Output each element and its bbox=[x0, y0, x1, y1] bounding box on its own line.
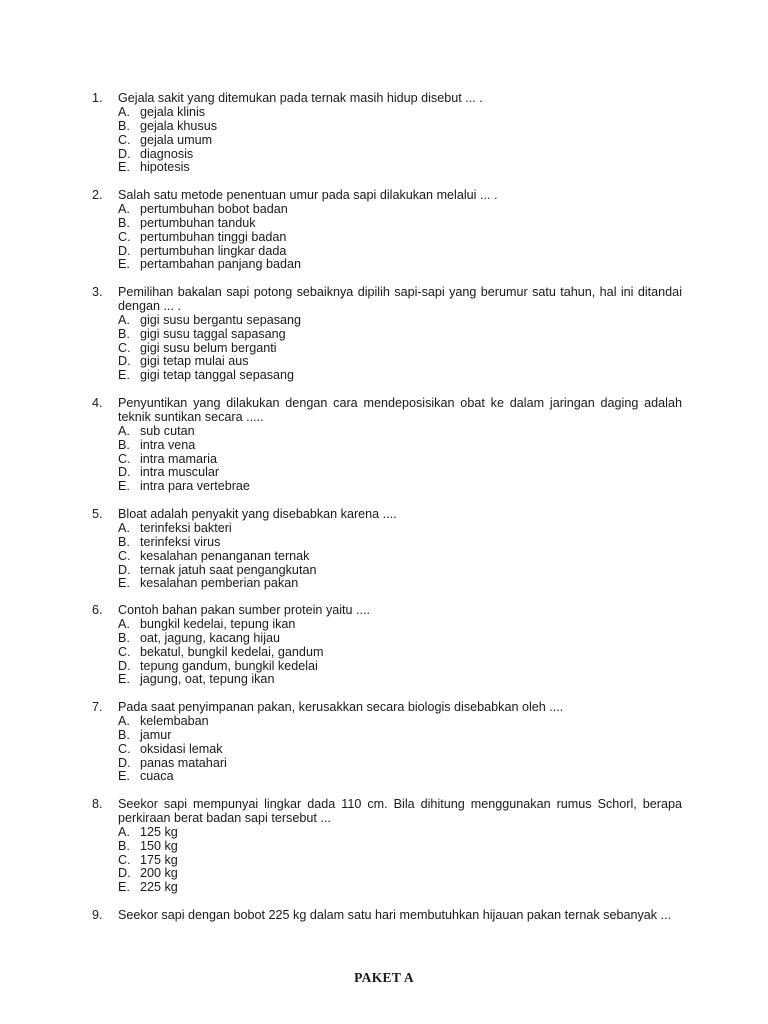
option-letter: D. bbox=[118, 146, 131, 161]
option-b[interactable] bbox=[118, 439, 682, 453]
option-text: 225 kg bbox=[140, 880, 178, 895]
question-9 bbox=[92, 909, 682, 923]
option-text: pertumbuhan bobot badan bbox=[140, 201, 288, 216]
option-d[interactable] bbox=[118, 757, 682, 771]
option-letter: A. bbox=[118, 423, 130, 438]
option-letter: E. bbox=[118, 479, 130, 494]
option-text: bekatul, bungkil kedelai, gandum bbox=[140, 644, 324, 659]
option-a[interactable] bbox=[118, 425, 682, 439]
option-letter: E. bbox=[118, 672, 130, 687]
option-c[interactable] bbox=[118, 550, 682, 564]
option-list bbox=[118, 425, 682, 494]
question-number: 7. bbox=[92, 700, 103, 714]
option-text: gigi tetap mulai aus bbox=[140, 354, 249, 369]
option-e[interactable] bbox=[118, 161, 682, 175]
option-text: bungkil kedelai, tepung ikan bbox=[140, 616, 296, 631]
option-text: 125 kg bbox=[140, 824, 178, 839]
option-c[interactable] bbox=[118, 743, 682, 757]
option-list bbox=[118, 826, 682, 895]
option-letter: A. bbox=[118, 824, 130, 839]
option-a[interactable] bbox=[118, 314, 682, 328]
option-letter: B. bbox=[118, 437, 130, 452]
option-letter: D. bbox=[118, 866, 131, 881]
option-b[interactable] bbox=[118, 328, 682, 342]
option-letter: B. bbox=[118, 534, 130, 549]
question-text: Pemilihan bakalan sapi potong sebaiknya dipilih sapi-sapi yang berumur satu tahun, hal ini ditandai dengan ... . bbox=[118, 285, 682, 313]
option-letter: A. bbox=[118, 616, 130, 631]
option-e[interactable] bbox=[118, 258, 682, 272]
option-list bbox=[118, 106, 682, 175]
option-b[interactable] bbox=[118, 217, 682, 231]
option-letter: C. bbox=[118, 548, 131, 563]
paket-label: PAKET A bbox=[354, 970, 414, 985]
option-letter: D. bbox=[118, 243, 131, 258]
question-text: Salah satu metode penentuan umur pada sapi dilakukan melalui ... . bbox=[118, 188, 498, 202]
option-list bbox=[118, 203, 682, 272]
option-letter: A. bbox=[118, 713, 130, 728]
option-e[interactable] bbox=[118, 881, 682, 895]
question-3 bbox=[92, 286, 682, 383]
option-b[interactable] bbox=[118, 536, 682, 550]
option-letter: D. bbox=[118, 465, 131, 480]
option-text: intra mamaria bbox=[140, 451, 217, 466]
option-d[interactable] bbox=[118, 867, 682, 881]
question-number: 9. bbox=[92, 908, 103, 922]
option-b[interactable] bbox=[118, 120, 682, 134]
option-text: sub cutan bbox=[140, 423, 195, 438]
question-number: 5. bbox=[92, 507, 103, 521]
option-a[interactable] bbox=[118, 203, 682, 217]
option-letter: C. bbox=[118, 741, 131, 756]
option-text: kesalahan pemberian pakan bbox=[140, 576, 299, 591]
option-letter: E. bbox=[118, 257, 130, 272]
option-letter: C. bbox=[118, 229, 131, 244]
question-text: Seekor sapi dengan bobot 225 kg dalam satu hari membutuhkan hijauan pakan ternak sebanyak ... bbox=[118, 908, 672, 922]
option-d[interactable] bbox=[118, 466, 682, 480]
option-text: oksidasi lemak bbox=[140, 741, 223, 756]
option-text: gigi susu belum berganti bbox=[140, 340, 277, 355]
question-6 bbox=[92, 604, 682, 687]
option-letter: A. bbox=[118, 520, 130, 535]
question-number: 6. bbox=[92, 603, 103, 617]
option-text: pertumbuhan lingkar dada bbox=[140, 243, 287, 258]
option-text: 200 kg bbox=[140, 866, 178, 881]
option-letter: D. bbox=[118, 562, 131, 577]
option-a[interactable] bbox=[118, 618, 682, 632]
option-d[interactable] bbox=[118, 148, 682, 162]
option-c[interactable] bbox=[118, 453, 682, 467]
option-letter: B. bbox=[118, 727, 130, 742]
option-letter: E. bbox=[118, 769, 130, 784]
option-text: gigi susu bergantu sepasang bbox=[140, 312, 302, 327]
option-letter: E. bbox=[118, 368, 130, 383]
question-number: 8. bbox=[92, 797, 103, 811]
option-text: panas matahari bbox=[140, 755, 227, 770]
question-1 bbox=[92, 92, 682, 175]
option-d[interactable] bbox=[118, 355, 682, 369]
option-text: 175 kg bbox=[140, 852, 178, 867]
question-text: Pada saat penyimpanan pakan, kerusakkan secara biologis disebabkan oleh .... bbox=[118, 700, 564, 714]
option-text: intra para vertebrae bbox=[140, 479, 250, 494]
option-text: intra vena bbox=[140, 437, 196, 452]
option-letter: B. bbox=[118, 326, 130, 341]
option-text: intra muscular bbox=[140, 465, 220, 480]
option-d[interactable] bbox=[118, 660, 682, 674]
question-number: 1. bbox=[92, 91, 103, 105]
option-text: 150 kg bbox=[140, 838, 178, 853]
option-b[interactable] bbox=[118, 632, 682, 646]
option-letter: E. bbox=[118, 160, 130, 175]
option-text: jagung, oat, tepung ikan bbox=[140, 672, 275, 687]
option-list bbox=[118, 314, 682, 383]
option-letter: A. bbox=[118, 201, 130, 216]
option-e[interactable] bbox=[118, 673, 682, 687]
option-text: ternak jatuh saat pengangkutan bbox=[140, 562, 317, 577]
option-letter: D. bbox=[118, 658, 131, 673]
option-list bbox=[118, 715, 682, 784]
question-text: Gejala sakit yang ditemukan pada ternak masih hidup disebut ... . bbox=[118, 91, 483, 105]
option-a[interactable] bbox=[118, 522, 682, 536]
option-text: kesalahan penanganan ternak bbox=[140, 548, 310, 563]
option-e[interactable] bbox=[118, 770, 682, 784]
option-text: gigi susu taggal sapasang bbox=[140, 326, 286, 341]
option-text: pertambahan panjang badan bbox=[140, 257, 302, 272]
option-text: terinfeksi virus bbox=[140, 534, 221, 549]
option-d[interactable] bbox=[118, 564, 682, 578]
option-letter: C. bbox=[118, 340, 131, 355]
question-7 bbox=[92, 701, 682, 784]
option-letter: A. bbox=[118, 312, 130, 327]
option-text: diagnosis bbox=[140, 146, 194, 161]
option-text: gejala klinis bbox=[140, 104, 206, 119]
question-text: Seekor sapi mempunyai lingkar dada 110 cm. Bila dihitung menggunakan rumus Schorl, berapa perkiraan berat badan sapi tersebut ... bbox=[118, 797, 682, 825]
option-e[interactable] bbox=[118, 480, 682, 494]
option-c[interactable] bbox=[118, 646, 682, 660]
option-c[interactable] bbox=[118, 134, 682, 148]
question-8 bbox=[92, 798, 682, 895]
option-letter: C. bbox=[118, 852, 131, 867]
option-e[interactable] bbox=[118, 369, 682, 383]
option-text: cuaca bbox=[140, 769, 174, 784]
option-list bbox=[118, 522, 682, 591]
option-text: gejala umum bbox=[140, 132, 213, 147]
option-c[interactable] bbox=[118, 342, 682, 356]
option-list bbox=[118, 618, 682, 687]
option-letter: B. bbox=[118, 118, 130, 133]
option-letter: B. bbox=[118, 838, 130, 853]
option-letter: C. bbox=[118, 132, 131, 147]
option-d[interactable] bbox=[118, 245, 682, 259]
option-text: tepung gandum, bungkil kedelai bbox=[140, 658, 318, 673]
option-letter: A. bbox=[118, 104, 130, 119]
option-letter: E. bbox=[118, 880, 130, 895]
question-4 bbox=[92, 397, 682, 494]
option-a[interactable] bbox=[118, 826, 682, 840]
option-text: kelembaban bbox=[140, 713, 209, 728]
option-text: oat, jagung, kacang hijau bbox=[140, 630, 281, 645]
option-letter: D. bbox=[118, 755, 131, 770]
option-letter: D. bbox=[118, 354, 131, 369]
option-b[interactable] bbox=[118, 729, 682, 743]
option-text: pertumbuhan tanduk bbox=[140, 215, 256, 230]
option-text: gigi tetap tanggal sepasang bbox=[140, 368, 295, 383]
option-text: hipotesis bbox=[140, 160, 190, 175]
option-e[interactable] bbox=[118, 577, 682, 591]
option-a[interactable] bbox=[118, 106, 682, 120]
option-letter: B. bbox=[118, 215, 130, 230]
question-number: 3. bbox=[92, 285, 103, 299]
option-b[interactable] bbox=[118, 840, 682, 854]
question-text: Bloat adalah penyakit yang disebabkan karena .... bbox=[118, 507, 397, 521]
option-letter: E. bbox=[118, 576, 130, 591]
option-text: terinfeksi bakteri bbox=[140, 520, 232, 535]
option-c[interactable] bbox=[118, 854, 682, 868]
question-5 bbox=[92, 508, 682, 591]
option-text: pertumbuhan tinggi badan bbox=[140, 229, 287, 244]
option-letter: B. bbox=[118, 630, 130, 645]
option-text: jamur bbox=[140, 727, 172, 742]
option-a[interactable] bbox=[118, 715, 682, 729]
option-letter: C. bbox=[118, 451, 131, 466]
question-2 bbox=[92, 189, 682, 272]
option-c[interactable] bbox=[118, 231, 682, 245]
option-text: gejala khusus bbox=[140, 118, 218, 133]
question-text: Penyuntikan yang dilakukan dengan cara mendeposisikan obat ke dalam jaringan daging adalah teknik suntikan secara ..... bbox=[118, 396, 682, 424]
question-text: Contoh bahan pakan sumber protein yaitu .... bbox=[118, 603, 371, 617]
option-letter: C. bbox=[118, 644, 131, 659]
question-number: 2. bbox=[92, 188, 103, 202]
question-number: 4. bbox=[92, 396, 103, 410]
